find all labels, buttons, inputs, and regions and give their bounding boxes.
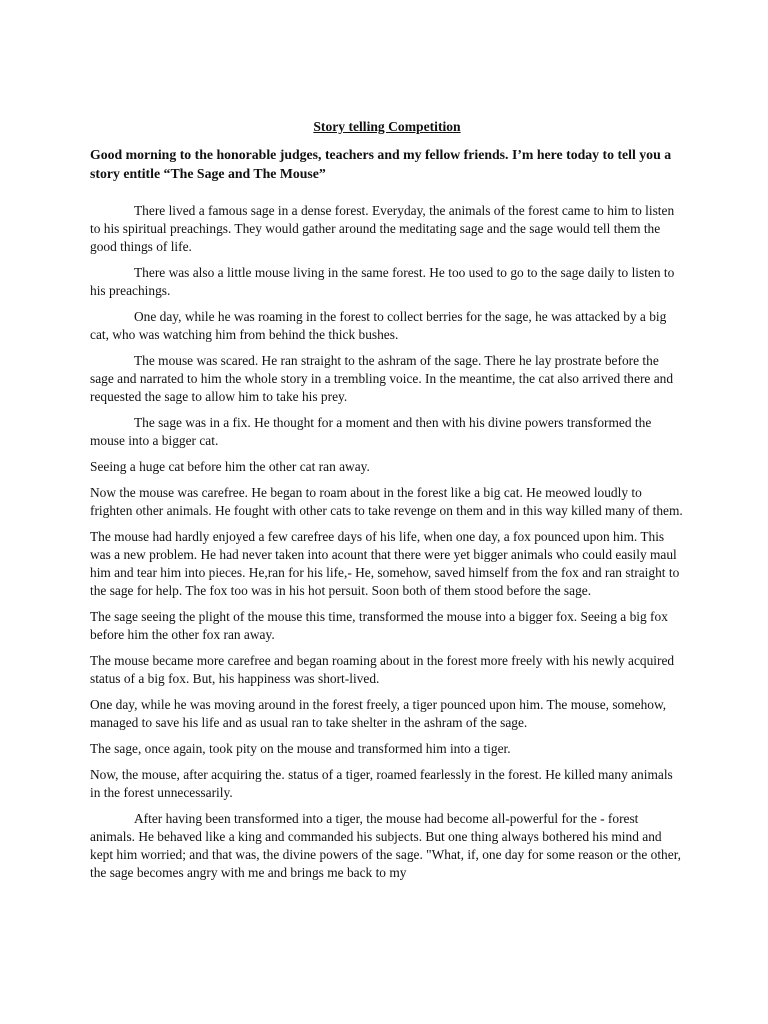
story-paragraph: One day, while he was moving around in the forest freely, a tiger pounced upon him. The mouse, somehow, managed to save his life and as usual ran to take shelter in the ashram of the sage. — [90, 697, 667, 730]
story-body — [90, 202, 684, 882]
story-paragraph: The mouse became more carefree and began roaming about in the forest more freely with his newly acquired status of a big fox. But, his happiness was short-lived. — [90, 653, 675, 686]
story-paragraph: After having been transformed into a tiger, the mouse had become all-powerful for the - forest animals. He behaved like a king and commanded his subjects. But one thing always bothered his mind and kept him worried; and that was, the divine powers of the sage. "What, if, one day for some reason or the other, the sage becomes angry with me and brings me back to my — [90, 811, 681, 880]
story-paragraph: Now, the mouse, after acquiring the. status of a tiger, roamed fearlessly in the forest. He killed many animals in the forest unnecessarily. — [90, 767, 673, 800]
story-paragraph: The sage was in a fix. He thought for a moment and then with his divine powers transformed the mouse into a bigger cat. — [90, 415, 652, 448]
story-paragraph: Seeing a huge cat before him the other cat ran away. — [90, 459, 370, 474]
story-paragraph: Now the mouse was carefree. He began to roam about in the forest like a big cat. He meowed loudly to frighten other animals. He fought with other cats to take revenge on them and in this way killed many of them. — [90, 485, 683, 518]
story-paragraph: One day, while he was roaming in the forest to collect berries for the sage, he was attacked by a big cat, who was watching him from behind the thick bushes. — [90, 309, 667, 342]
story-paragraph: The sage seeing the plight of the mouse this time, transformed the mouse into a bigger fox. Seeing a big fox before him the other fox ran away. — [90, 609, 668, 642]
story-paragraph: The mouse had hardly enjoyed a few carefree days of his life, when one day, a fox pounced upon him. This was a new problem. He had never taken into acount that there were yet bigger animals who could easily maul him and tear him into pieces. He,ran for his life,- He, somehow, saved himself from the fox and ran straight to the sage for help. The fox too was in his hot persuit. Soon both of them stood before the sage. — [90, 529, 680, 598]
intro-paragraph: Good morning to the honorable judges, teachers and my fellow friends. I’m here today to tell you a story entitle “The Sage and The Mouse” — [90, 147, 672, 181]
story-paragraph: There lived a famous sage in a dense forest. Everyday, the animals of the forest came to him to listen to his spiritual preachings. They would gather around the meditating sage and the sage would tell them the good things of life. — [90, 203, 675, 254]
page-title: Story telling Competition — [313, 119, 461, 134]
story-paragraph: The sage, once again, took pity on the mouse and transformed him into a tiger. — [90, 741, 511, 756]
story-paragraph: The mouse was scared. He ran straight to the ashram of the sage. There he lay prostrate before the sage and narrated to him the whole story in a trembling voice. In the meantime, the cat also arrived there and requested the sage to allow him to take his prey. — [90, 353, 674, 404]
story-paragraph: There was also a little mouse living in the same forest. He too used to go to the sage daily to listen to his preachings. — [90, 265, 675, 298]
document-page — [90, 118, 684, 890]
